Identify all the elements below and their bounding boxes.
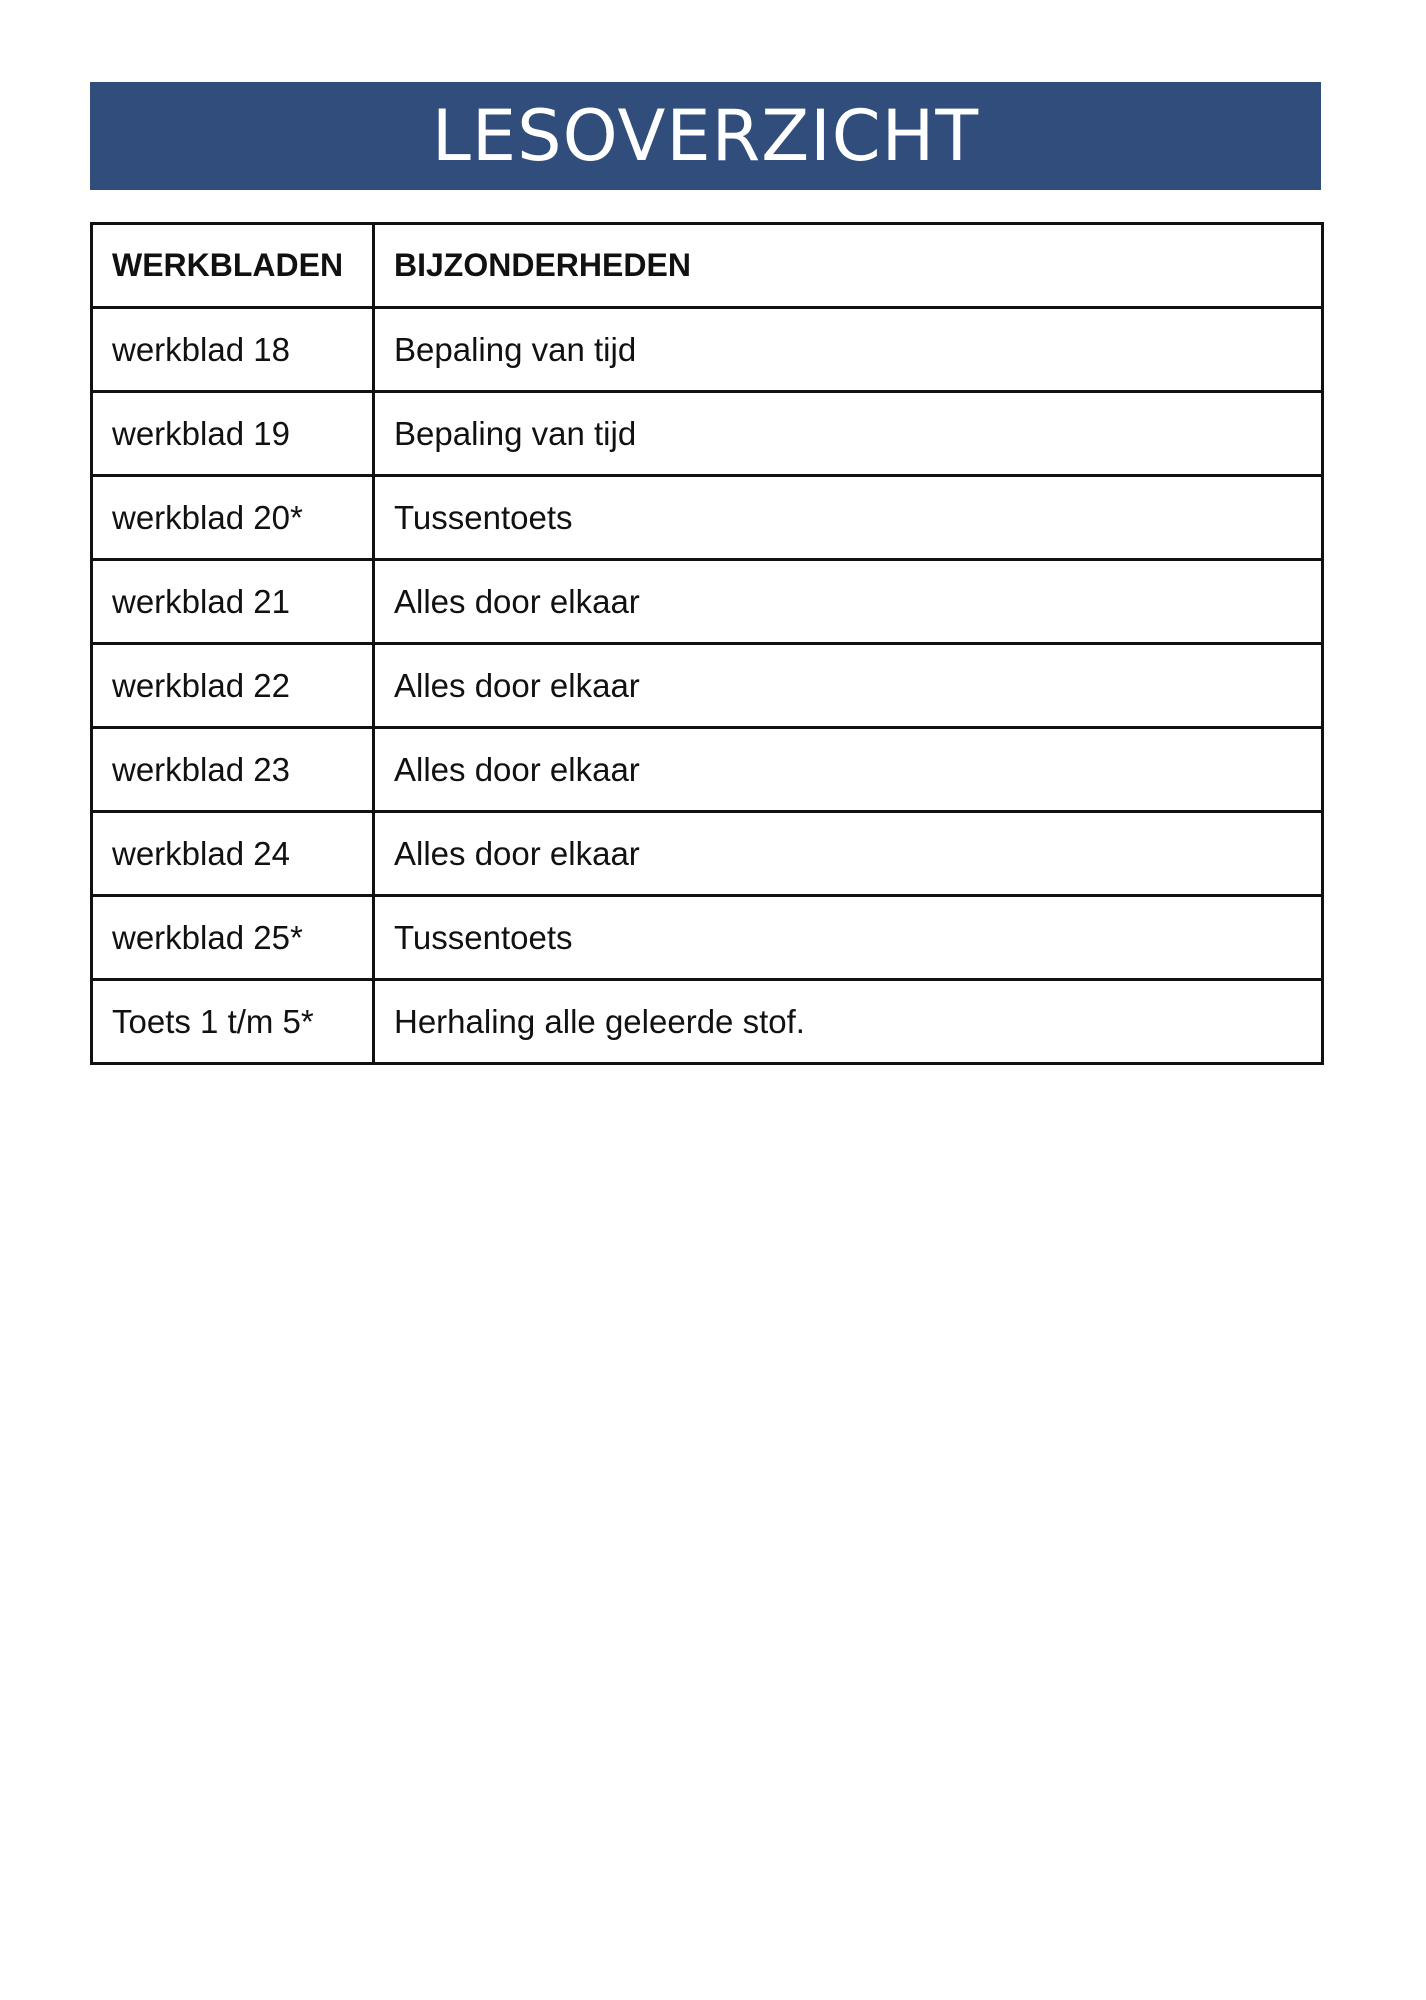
header-details: BIJZONDERHEDEN [374, 224, 1323, 308]
lesson-overview-table [90, 222, 1324, 1065]
detail-cell: Herhaling alle geleerde stof. [374, 980, 1323, 1064]
detail-cell: Alles door elkaar [374, 812, 1323, 896]
table-row [92, 896, 1323, 980]
header-worksheets: WERKBLADEN [92, 224, 374, 308]
worksheet-cell: werkblad 21 [92, 560, 374, 644]
worksheet-cell: werkblad 20* [92, 476, 374, 560]
table-row [92, 476, 1323, 560]
detail-cell: Bepaling van tijd [374, 392, 1323, 476]
worksheet-cell: werkblad 22 [92, 644, 374, 728]
table-row [92, 728, 1323, 812]
table-row [92, 812, 1323, 896]
table-row [92, 392, 1323, 476]
worksheet-cell: Toets 1 t/m 5* [92, 980, 374, 1064]
worksheet-cell: werkblad 24 [92, 812, 374, 896]
detail-cell: Tussentoets [374, 476, 1323, 560]
worksheet-cell: werkblad 25* [92, 896, 374, 980]
table-row [92, 644, 1323, 728]
detail-cell: Tussentoets [374, 896, 1323, 980]
table-row [92, 308, 1323, 392]
worksheet-cell: werkblad 19 [92, 392, 374, 476]
worksheet-cell: werkblad 23 [92, 728, 374, 812]
table-row [92, 980, 1323, 1064]
detail-cell: Alles door elkaar [374, 560, 1323, 644]
worksheet-cell: werkblad 18 [92, 308, 374, 392]
table-header-row [92, 224, 1323, 308]
detail-cell: Bepaling van tijd [374, 308, 1323, 392]
detail-cell: Alles door elkaar [374, 728, 1323, 812]
table-row [92, 560, 1323, 644]
title-banner [90, 82, 1321, 190]
page-title: LESOVERZICHT [431, 95, 980, 177]
detail-cell: Alles door elkaar [374, 644, 1323, 728]
